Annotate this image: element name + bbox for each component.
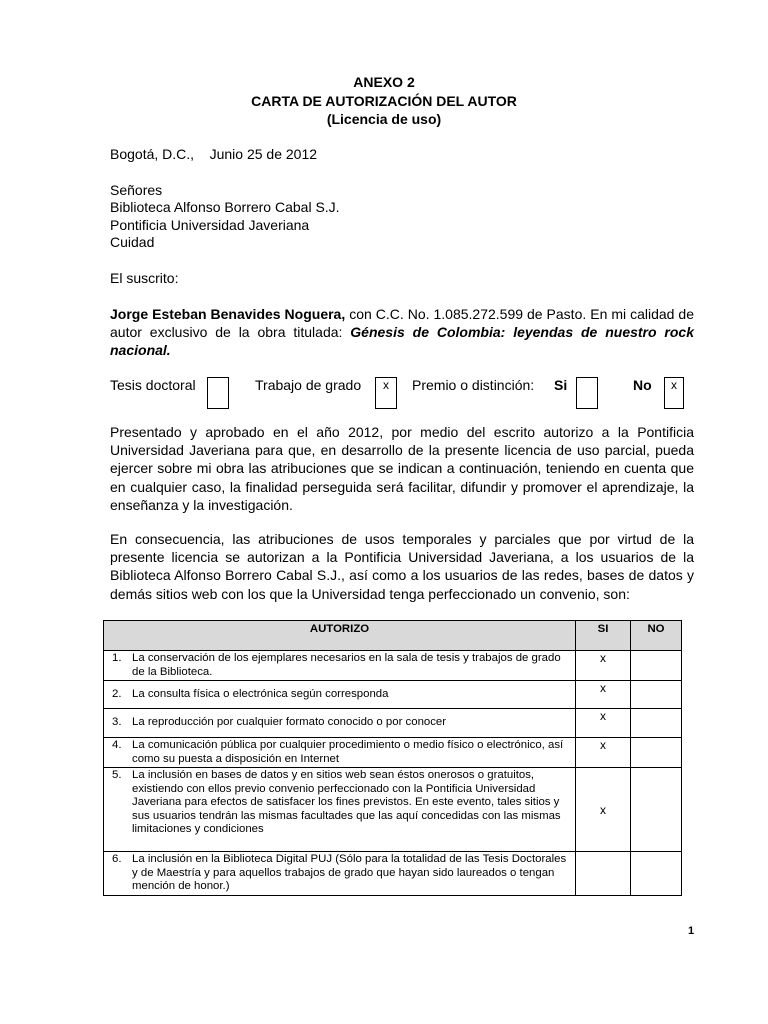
row-item [104,738,576,768]
document-subtitle: (Licencia de uso) [326,111,442,127]
row-item [104,681,576,709]
row-text: La inclusión en bases de datos y en sitios web sean éstos onerosos o gratuitos, existiendo con ellos previo convenio perfeccionado con la Pontificia Universidad Javeriana para efectos de satisfacer los fines previstos. En este evento, tales sitios y sus usuarios tendrán las mismas facultades que las aquí concedidas con las mismas limitaciones y condiciones [132,769,561,835]
row-item [104,709,576,738]
row-text: La inclusión en la Biblioteca Digital PUJ (Sólo para la totalidad de las Tesis Doctorales y de Maestría y para aquellos trabajos de grado que hayan sido laureados o tengan mención de honor.) [132,853,567,892]
tesis-doctoral-label: Tesis doctoral [110,377,196,393]
table-row [104,651,682,681]
table-row [104,738,682,768]
row-text: La comunicación pública por cualquier procedimiento o medio físico o electrónico, así como su puesta a disposición en Internet [132,739,564,765]
row-si-cell[interactable]: x [576,768,631,852]
row-number: 2. [112,687,122,700]
table-row [104,709,682,738]
author-paragraph [110,305,694,360]
row-si-cell[interactable]: x [576,738,631,768]
row-no-cell[interactable] [631,651,682,681]
table-row [104,852,682,896]
row-number: 5. [112,769,122,781]
consequence-paragraph: En consecuencia, las atribuciones de usos temporales y parciales que por virtud de la presente licencia se autorizan a la Pontificia Universidad Javeriana, a los usuarios de la Biblioteca Alfonso Borrero Cabal S.J., así como a los usuarios de las redes, bases de datos y demás sitios web con los que la Universidad tenga perfeccionado un convenio, son: [110,531,694,602]
row-si-cell[interactable]: x [576,681,631,709]
addressee-city: Cuidad [110,234,155,250]
trabajo-grado-label: Trabajo de grado [255,377,362,393]
work-title: Génesis de Colombia: leyendas de nuestro rock nacional. [110,324,694,359]
suscrito-label: El suscrito: [110,270,179,286]
premio-no-label: No [633,377,652,393]
premio-si-checkbox[interactable] [576,377,598,409]
tesis-doctoral-checkbox[interactable] [207,377,229,409]
date-line: Bogotá, D.C., Junio 25 de 2012 [110,146,318,162]
premio-no-checkbox[interactable]: x [664,377,684,409]
table-row [104,768,682,852]
premio-label: Premio o distinción: [412,377,535,393]
header-si: SI [576,621,631,651]
row-text: La reproducción por cualquier formato conocido o por conocer [132,716,447,729]
row-number: 6. [112,853,122,865]
author-name: Jorge Esteban Benavides Noguera, [110,306,346,322]
row-no-cell[interactable] [631,709,682,738]
header-no: NO [631,621,682,651]
addressee-library: Biblioteca Alfonso Borrero Cabal S.J. [110,199,340,215]
addressee-university: Pontificia Universidad Javeriana [110,217,310,233]
row-no-cell[interactable] [631,768,682,852]
row-item [104,768,576,852]
row-no-cell[interactable] [631,852,682,896]
authorization-table [103,620,682,896]
row-no-cell[interactable] [631,738,682,768]
row-number: 1. [112,652,122,664]
row-item [104,852,576,896]
trabajo-grado-checkbox[interactable]: x [375,377,397,409]
page-number: 1 [688,925,695,937]
table-header-row [104,621,682,651]
row-si-cell[interactable]: x [576,709,631,738]
salutation: Señores [110,182,163,198]
document-title: CARTA DE AUTORIZACIÓN DEL AUTOR [251,93,517,109]
annex-heading: ANEXO 2 [353,74,415,90]
row-item [104,651,576,681]
row-number: 3. [112,716,122,729]
row-si-cell[interactable] [576,852,631,896]
table-row [104,681,682,709]
author-text: con C.C. No. 1.085.272.599 de Pasto. En mi calidad de autor exclusivo de la obra titulada: [110,306,694,341]
premio-si-label: Si [554,377,568,393]
row-no-cell[interactable] [631,681,682,709]
header-autorizo: AUTORIZO [104,621,576,651]
row-number: 4. [112,739,122,751]
row-si-cell[interactable]: x [576,651,631,681]
presentation-paragraph: Presentado y aprobado en el año 2012, por medio del escrito autorizo a la Pontificia Universidad Javeriana para que, en desarrollo de la presente licencia de uso parcial, pueda ejercer sobre mi obra las atribuciones que se indican a continuación, teniendo en cuenta que en cualquier caso, la finalidad perseguida será facilitar, difundir y promover el aprendizaje, la enseñanza y la investigación. [110,424,694,513]
row-text: La consulta física o electrónica según corresponda [132,687,389,700]
row-text: La conservación de los ejemplares necesarios en la sala de tesis y trabajos de grado de la Biblioteca. [132,652,561,678]
